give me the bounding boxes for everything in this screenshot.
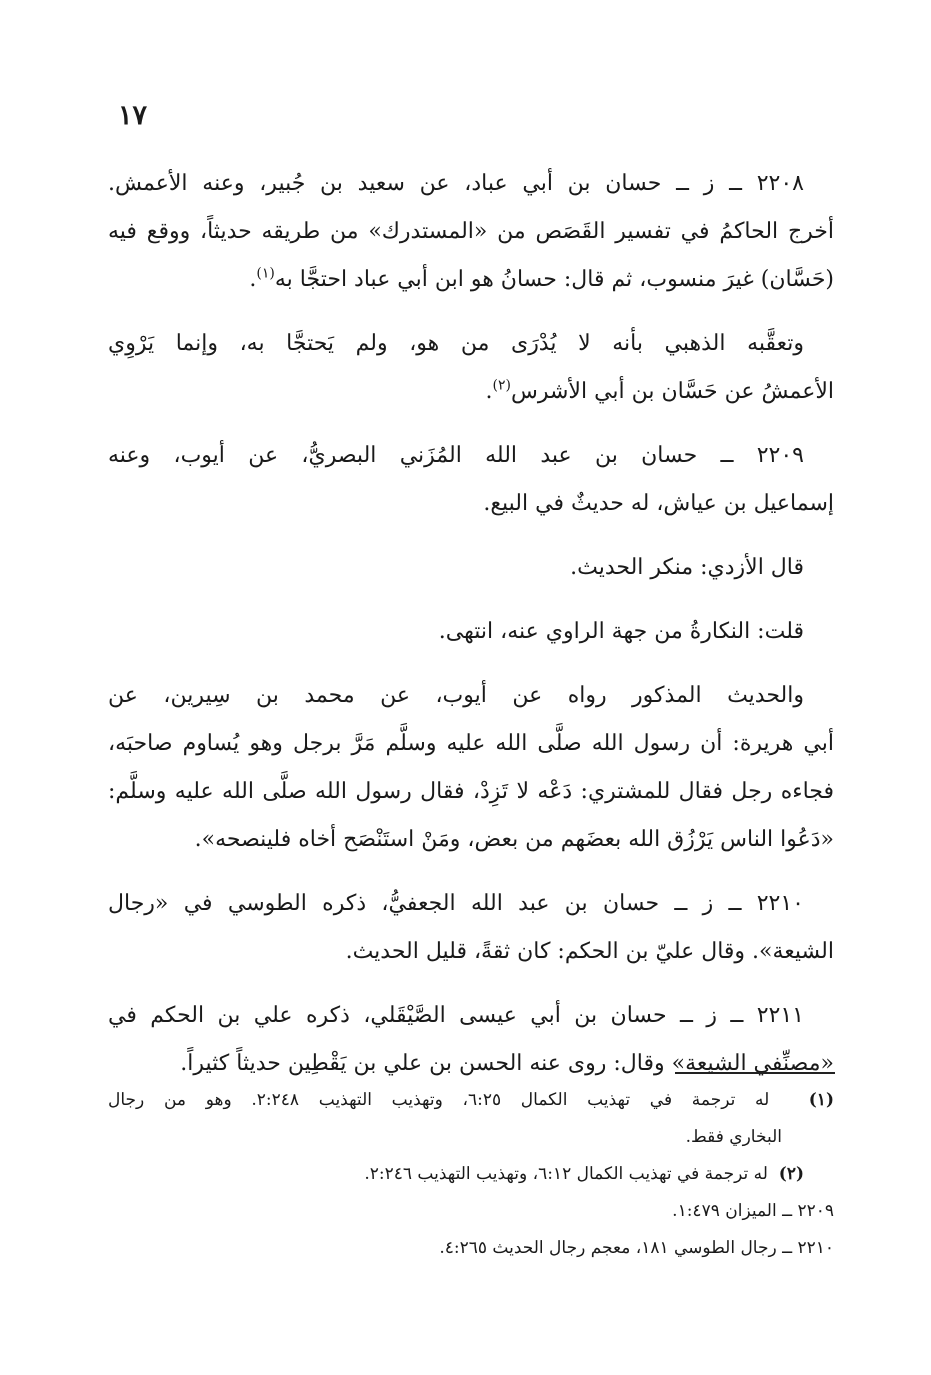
text-line: إسماعيل بن عياش، له حديثٌ في البيع. xyxy=(483,491,834,516)
paragraph-qultu xyxy=(108,608,834,656)
paragraph-dhahabi xyxy=(108,320,834,416)
entry-2210 xyxy=(108,880,834,976)
footnote-text: له ترجمة في تهذيب الكمال ٦:١٢، وتهذيب التهذيب ٢:٢٤٦. xyxy=(364,1164,768,1184)
text-line: قال الأزدي: منكر الحديث. xyxy=(570,555,804,580)
entry-2209 xyxy=(108,432,834,528)
text-line: الأعمشُ عن حَسَّان بن أبي الأشرس$^{(٢)}$. xyxy=(485,377,834,404)
source-note-2209: ٢٢٠٩ ــ الميزان ١:٤٧٩. xyxy=(672,1201,834,1221)
text-line: أخرج الحاكمُ في تفسير القَصَص من «المستدرك» من طريقه حديثاً، ووقع فيه xyxy=(108,219,834,244)
text-line: ٢٢٠٨ ــ ز ــ حسان بن أبي عباد، عن سعيد بن جُبير، وعنه الأعمش. xyxy=(108,171,804,196)
line-text: (حَسَّان) غيرَ منسوب، ثم قال: حسانُ هو ابن أبي عباد احتجَّا به xyxy=(274,267,834,292)
page-number: ١٧ xyxy=(118,100,148,131)
text-line: ٢٢١١ ــ ز ــ حسان بن أبي عيسى الصَّيْقَلي، ذكره علي بن الحكم في xyxy=(108,1003,804,1028)
paragraph-azdi xyxy=(108,544,834,592)
text-line: أبي هريرة: أن رسول الله صلَّى الله عليه وسلَّم مَرَّ برجل وهو يُساوم صاحبَه، xyxy=(108,731,834,756)
footnotes xyxy=(108,1082,834,1267)
footnote-marker: (١) xyxy=(808,1090,834,1110)
text-line: وتعقَّبه الذهبي بأنه لا يُدْرَى من هو، ولم يَحتجَّا به، وإنما يَرْوِي xyxy=(108,331,804,356)
text-line: قلت: النكارةُ من جهة الراوي عنه، انتهى. xyxy=(438,619,804,644)
text-line: الشيعة». وقال عليّ بن الحكم: كان ثقةً، قليل الحديث. xyxy=(345,939,834,964)
footnote-text: له ترجمة في تهذيب الكمال ٦:٢٥، وتهذيب التهذيب ٢:٢٤٨. وهو من رجال xyxy=(108,1090,770,1110)
footnote-divider xyxy=(675,1072,835,1074)
line-text: الأعمشُ عن حَسَّان بن أبي الأشرس xyxy=(510,379,834,404)
text-line: «دَعُوا الناس يَرْزُق الله بعضَهم من بعض، ومَنْ استَنْصَح أخاه فلينصحه». xyxy=(194,827,834,852)
text-line: والحديث المذكور رواه عن أيوب، عن محمد بن سِيرين، عن xyxy=(108,683,804,708)
source-note-2210: ٢٢١٠ ــ رجال الطوسي ١٨١، معجم رجال الحديث ٤:٢٦٥. xyxy=(439,1238,834,1258)
text-line: (حَسَّان) غيرَ منسوب، ثم قال: حسانُ هو ابن أبي عباد احتجَّا به$^{(١)}$. xyxy=(249,265,834,292)
text-line: ٢٢٠٩ ــ حسان بن عبد الله المُزَني البصريُّ، عن أيوب، وعنه xyxy=(108,443,804,468)
text-line: ٢٢١٠ ــ ز ــ حسان بن عبد الله الجعفيُّ، ذكره الطوسي في «رجال xyxy=(108,891,804,916)
footnote-ref: (٢) xyxy=(492,377,511,394)
footnote-marker: (٢) xyxy=(778,1164,804,1184)
footnote-1 xyxy=(108,1082,834,1119)
text-line: فجاءه رجل فقال للمشتري: دَعْه لا تَزِدْ، فقال رسول الله صلَّى الله عليه وسلَّم: xyxy=(108,779,834,804)
text-line: «مصنِّفي الشيعة» وقال: روى عنه الحسن بن علي بن يَقْطِين حديثاً كثيراً. xyxy=(180,1051,834,1076)
footnote-1-cont: البخاري فقط. xyxy=(685,1127,782,1147)
footnote-2 xyxy=(108,1156,834,1193)
paragraph-hadith xyxy=(108,672,834,864)
entry-2208 xyxy=(108,160,834,304)
footnote-ref: (١) xyxy=(256,265,275,282)
main-text xyxy=(108,160,834,1104)
